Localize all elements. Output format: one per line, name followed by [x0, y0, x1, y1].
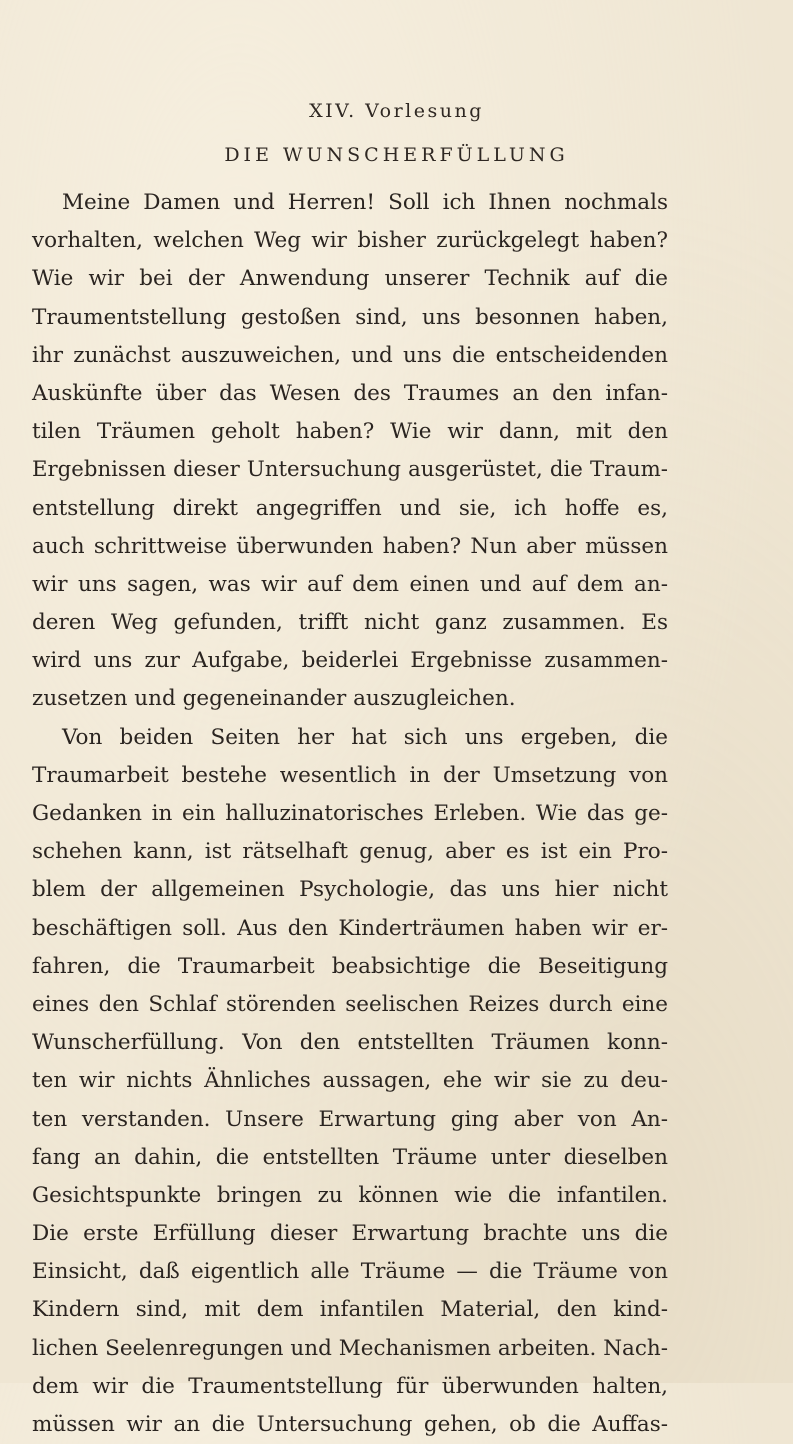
text-line: ten verstanden. Unsere Erwartung ging aber von An-: [32, 1106, 668, 1132]
text-line: entstellung direkt angegriffen und sie, ich hoffe es,: [32, 495, 668, 521]
text-line: beschäftigen soll. Aus den Kinderträumen haben wir er-: [32, 915, 668, 941]
chapter-label: XIV. Vorlesung: [309, 100, 484, 122]
text-line: Auskünfte über das Wesen des Traumes an den infan-: [32, 380, 668, 406]
text-line: auch schrittweise überwunden haben? Nun aber müssen: [32, 533, 668, 559]
text-line: Wie wir bei der Anwendung unserer Technik auf die: [32, 266, 668, 292]
text-line: Traumentstellung gestoßen sind, uns besonnen haben,: [32, 304, 668, 330]
text-line: müssen wir an die Untersuchung gehen, ob die Auffas-: [32, 1412, 668, 1437]
text-line: vorhalten, welchen Weg wir bisher zurückgelegt haben?: [32, 228, 668, 254]
paragraph-1: [32, 184, 668, 719]
text-line: deren Weg gefunden, trifft nicht ganz zusammen. Es: [32, 610, 668, 636]
text-line: Wunscherfüllung. Von den entstellten Träumen konn-: [32, 1030, 668, 1056]
text-line: ten wir nichts Ähnliches aussagen, ehe wir sie zu deu-: [32, 1068, 668, 1094]
text-line: zusetzen und gegeneinander auszugleichen.: [32, 686, 516, 712]
text-line: Gesichtspunkte bringen zu können wie die infantilen.: [32, 1182, 668, 1208]
text-line: Kindern sind, mit dem infantilen Material, den kind-: [32, 1297, 668, 1323]
text-line: Einsicht, daß eigentlich alle Träume — die Träume von: [32, 1259, 668, 1285]
text-line: ihr zunächst auszuweichen, und uns die entscheidenden: [32, 342, 668, 368]
text-line: tilen Träumen geholt haben? Wie wir dann, mit den: [32, 419, 668, 445]
text-line: blem der allgemeinen Psychologie, das uns hier nicht: [32, 877, 668, 903]
text-line: Von beiden Seiten her hat sich uns ergeben, die: [62, 724, 668, 750]
text-line: Meine Damen und Herren! Soll ich Ihnen nochmals: [62, 190, 668, 215]
text-line: eines den Schlaf störenden seelischen Reizes durch eine: [32, 991, 668, 1017]
text-line: lichen Seelenregungen und Mechanismen arbeiten. Nach-: [32, 1335, 668, 1361]
text-line: dem wir die Traumentstellung für überwunden halten,: [32, 1373, 668, 1399]
text-line: Gedanken in ein halluzinatorisches Erleben. Wie das ge-: [32, 801, 668, 826]
text-line: wir uns sagen, was wir auf dem einen und auf dem an-: [32, 571, 668, 597]
text-line: Ergebnissen dieser Untersuchung ausgerüstet, die Traum-: [32, 457, 668, 483]
text-line: fang an dahin, die entstellten Träume unter dieselben: [32, 1144, 668, 1170]
text-line: schehen kann, ist rätselhaft genug, aber es ist ein Pro-: [32, 839, 668, 865]
text-line: fahren, die Traumarbeit beabsichtige die Beseitigung: [32, 953, 668, 979]
chapter-title: DIE WUNSCHERFÜLLUNG: [224, 144, 569, 166]
text-line: Traumarbeit bestehe wesentlich in der Umsetzung von: [32, 762, 668, 788]
body-text: [32, 184, 668, 1444]
text-line: Die erste Erfüllung dieser Erwartung brachte uns die: [32, 1221, 668, 1247]
paragraph-2: [32, 719, 668, 1444]
text-line: wird uns zur Aufgabe, beiderlei Ergebnisse zusammen-: [32, 648, 668, 674]
